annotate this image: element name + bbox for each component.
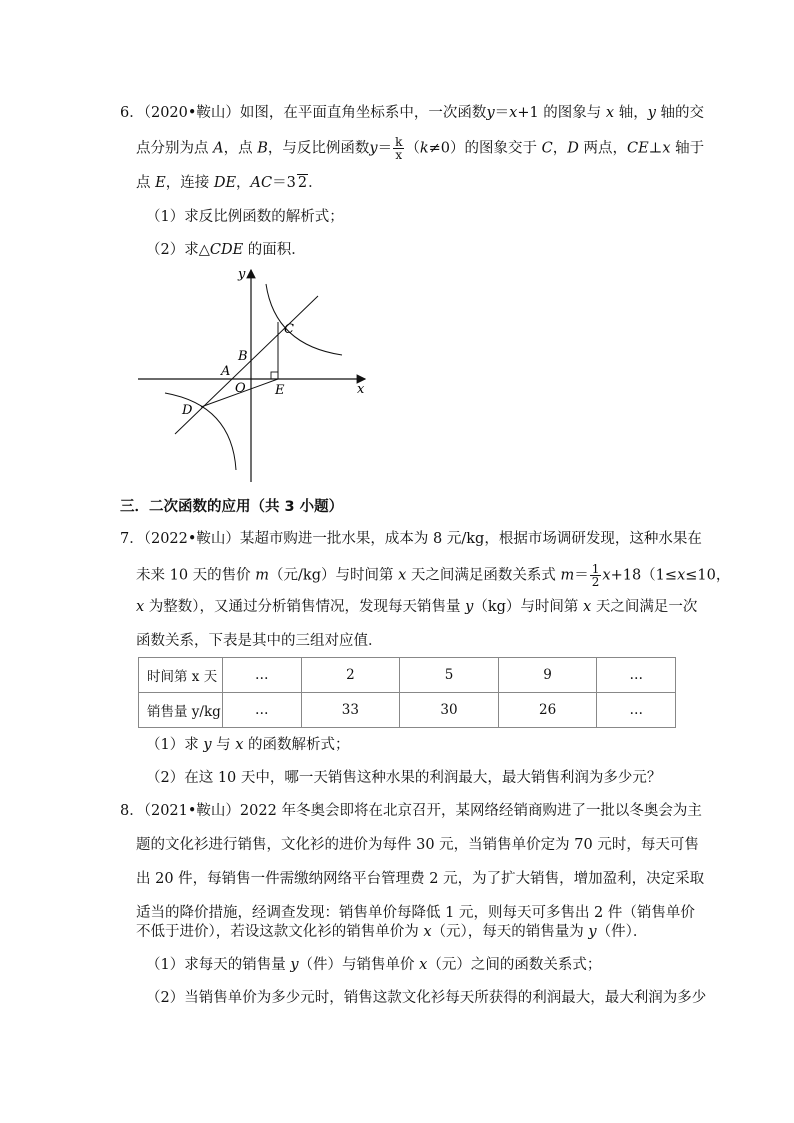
table-row [139,658,676,693]
table-cell: … [223,658,302,693]
table-cell: 30 [400,693,499,728]
label-e: E [275,383,285,398]
q7-line-3: x 为整数），又通过分析销售情况，发现每天销售量 y（kg）与时间第 x 天之间满足一次 [136,599,698,615]
q8-line-5: 不低于进价），若设这款文化衫的销售单价为 x（元），每天的销售量为 y（件）． [136,924,648,940]
q7-line-1: 7．（2022•鞍山）某超市购进一批水果，成本为 8 元/kg，根据市场调研发现，这种水果在 [120,531,702,547]
label-d: D [182,403,193,418]
label-y: y [238,267,246,282]
table-cell: 2 [301,658,400,693]
label-c: C [284,322,294,337]
table-row [139,693,676,728]
coordinate-figure [130,262,380,487]
label-x: x [357,382,365,397]
q6-line-2: 点分别为点 A，点 B，与反比例函数y＝ $\frac{k}{x}$ （k≠0）的图象交于 C，D 两点，CE⊥x 轴于 [136,135,705,162]
right-angle-mark [271,372,278,379]
label-a: A [221,364,231,379]
hyperbola-branch-1 [266,284,342,355]
q8-sub-1: （1）求每天的销售量 y（件）与销售单价 x（元）之间的函数关系式； [146,957,602,973]
table-cell: … [597,693,676,728]
section-heading: 三．二次函数的应用（共 3 小题） [120,499,344,515]
table-cell: 时间第 x 天 [139,658,223,693]
linear-function-line [175,296,318,434]
q8-line-2: 题的文化衫进行销售，文化衫的进价为每件 30 元，当销售单价定为 70 元时，每天可售 [136,837,699,853]
table-cell: … [597,658,676,693]
fraction-k-over-x: $\frac{k}{x}$ [395,135,403,162]
table-cell: 9 [498,658,597,693]
q8-line-1: 8．（2021•鞍山）2022 年冬奥会即将在北京召开，某网络经销商购进了一批以冬奥会为主 [120,803,702,819]
q8-sub-2: （2）当销售单价为多少元时，销售这款文化衫每天所获得的利润最大，最大利润为多少 [146,990,707,1006]
q6-line-1: 6．（2020•鞍山）如图，在平面直角坐标系中，一次函数y＝x+1 的图象与 x 轴，y 轴的交 [120,105,705,121]
fraction-one-half: $\frac{1}{2}$ [591,562,600,589]
q6-sub-1: （1）求反比例函数的解析式； [146,209,344,225]
q6-line-3: 点 E，连接 DE，AC＝3 2． [136,175,323,191]
label-o: O [235,381,246,396]
q7-sub-1: （1）求 y 与 x 的函数解析式； [146,737,350,753]
q7-line-2: 未来 10 天的售价 m（元/kg）与时间第 x 天之间满足函数关系式 m＝ $\frac{1}{2}$ x+18（1≤x≤10， [136,562,731,589]
hyperbola-branch-2 [165,393,236,470]
q7-line-4: 函数关系，下表是其中的三组对应值． [136,633,383,649]
table-cell: 5 [400,658,499,693]
q8-line-4: 适当的降价措施，经调查发现：销售单价每降低 1 元，则每天可多售出 2 件（销售单价 [136,905,695,921]
table-cell: … [223,693,302,728]
data-table [138,657,676,728]
table-cell: 33 [301,693,400,728]
label-b: B [238,349,248,364]
q6-sub-2: （2）求△CDE 的面积． [146,242,306,258]
table-cell: 销售量 y/kg [139,693,223,728]
q7-sub-2: （2）在这 10 天中，哪一天销售这种水果的利润最大，最大销售利润为多少元？ [146,770,662,786]
q8-line-3: 出 20 件，每销售一件需缴纳网络平台管理费 2 元，为了扩大销售，增加盈利，决定采取 [136,871,705,887]
table-cell: 26 [498,693,597,728]
sqrt-symbol: 2 [297,175,308,191]
